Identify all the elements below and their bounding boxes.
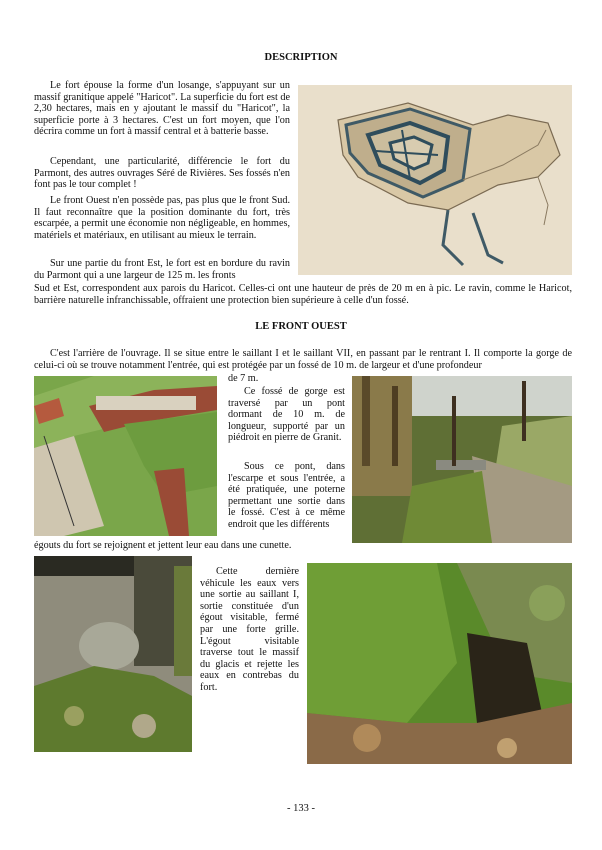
fort-plan-svg [298, 85, 572, 275]
stone-wall-svg [34, 556, 192, 752]
ditch-photo-svg [352, 376, 572, 543]
paragraph-6: Ce fossé de gorge est traversé par un pont dormant de 10 m. de longueur, supporté par un piédroit en pierre de Granit. [228, 386, 345, 444]
paragraph-5b: de 7 m. [228, 373, 259, 384]
sewer-outlet-photo [307, 563, 572, 764]
paragraph-2: Cependant, une particularité, différencie le fort du Parmont, des autres ouvrages Séré de Rivières. Ses fossés n'en font pas le tour complet ! [34, 156, 290, 191]
section-title-front-ouest: LE FRONT OUEST [255, 321, 347, 332]
paragraph-1: Le fort épouse la forme d'un losange, s'appuyant sur un massif granitique appelé "Haricot". La superficie du fort est de 2,30 hectares, mais en y ajoutant le massif du "Haricot", la superficie porte à 3 hectares. C'est un fort moyen, que l'on décrira comme un fort à massif central et à batterie basse. [34, 80, 290, 138]
paragraph-5: C'est l'arrière de l'ouvrage. Il se situe entre le saillant I et le saillant VII, en passant par le rentrant I. Il comporte la gorge de celui-ci où se trouve notamment l'entrée, qui est protégée par un fossé de 10 m. de largeur et d'une profondeur [34, 348, 572, 371]
section-title-description: DESCRIPTION [264, 52, 338, 63]
illustration-svg [34, 376, 217, 536]
paragraph-4b: Sud et Est, correspondent aux parois du Haricot. Celles-ci ont une hauteur de près de 20 m en à pic. Le ravin, comme le Haricot, barrière naturelle infranchissable, offraient une protection bien supérieure à celle d'un fossé. [34, 283, 572, 306]
stone-wall-photo [34, 556, 192, 752]
ditch-photo [352, 376, 572, 543]
page-number: - 133 - [287, 803, 315, 814]
paragraph-4a: Sur une partie du front Est, le fort est en bordure du ravin du Parmont qui a une largeur de 125 m. les fronts [34, 258, 290, 281]
paragraph-8: Cette dernière véhicule les eaux vers une sortie au saillant I, sortie constituée d'un égout visitable, fermé par une forte grille. L'égout visitable traverse tout le massif du glacis et rejette les eaux en contrebas du fort. [200, 566, 299, 693]
front-ouest-3d-illustration [34, 376, 217, 536]
paragraph-7b: égouts du fort se rejoignent et jettent leur eau dans une cunette. [34, 540, 292, 551]
paragraph-3: Le front Ouest n'en possède pas, pas plus que le front Sud. Il faut reconnaître que la position dominante du fort, très escarpée, a permit une économie non négligeable, en hommes, matériels et matériaux, en utilisant au mieux le terrain. [34, 195, 290, 241]
paragraph-7: Sous ce pont, dans l'escarpe et sous l'entrée, a été pratiquée, une poterne permettant une sortie dans le fossé. C'est à ce même endroit que les différents [228, 461, 345, 530]
sewer-outlet-svg [307, 563, 572, 764]
fort-plan-drawing [298, 85, 572, 275]
